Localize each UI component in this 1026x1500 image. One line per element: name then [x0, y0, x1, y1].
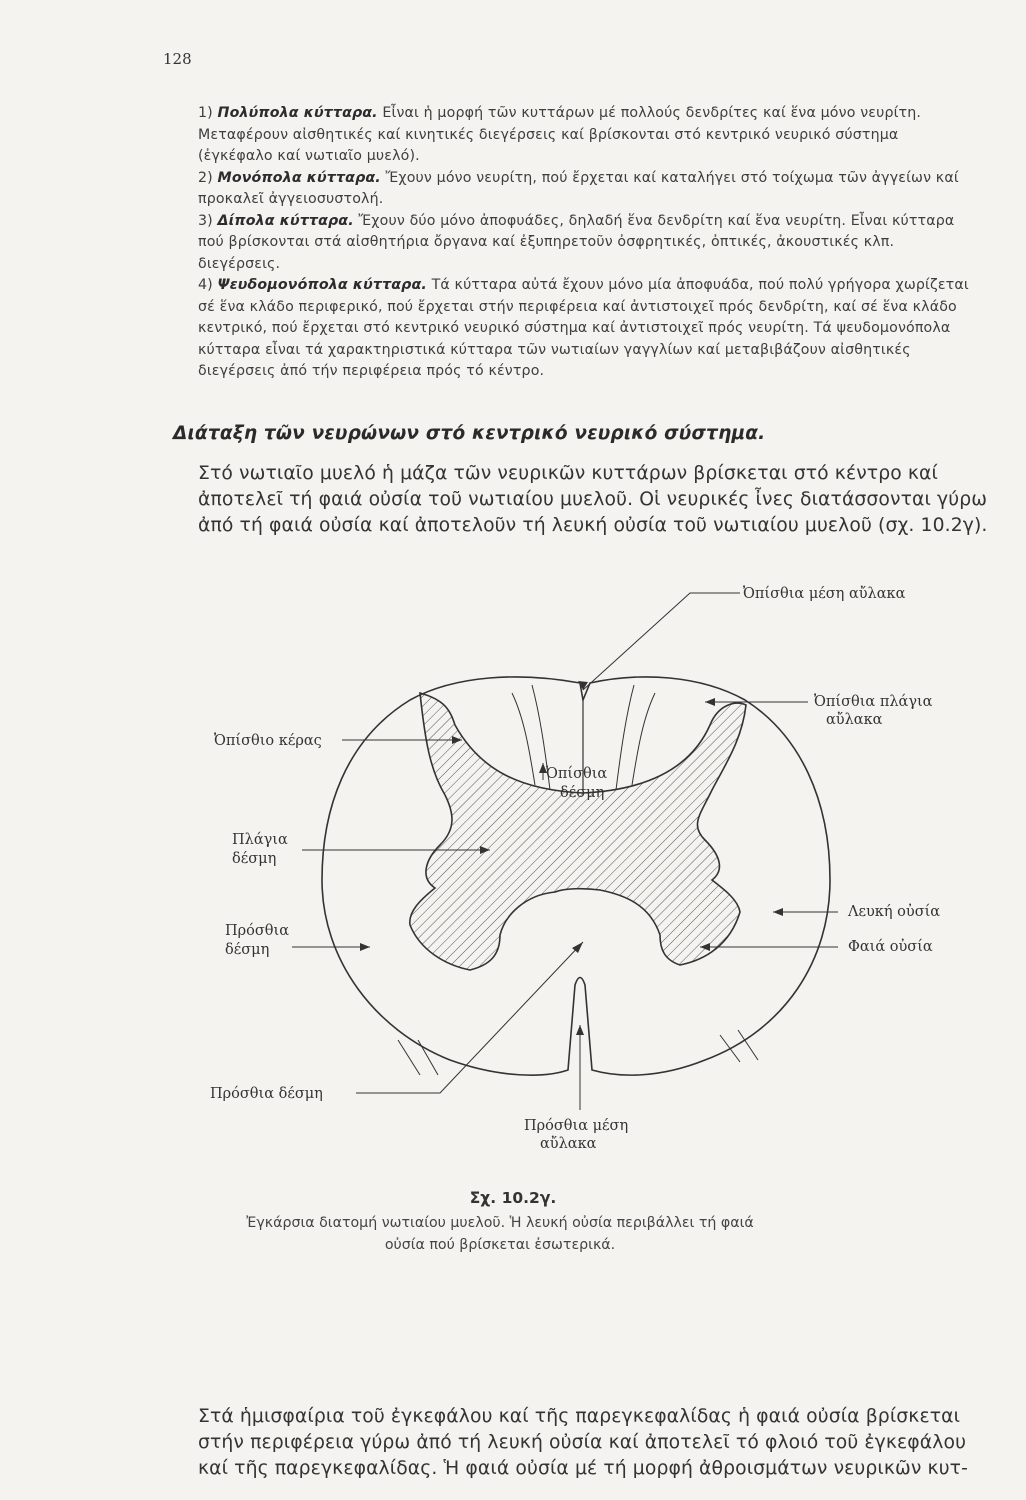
list-item-number: 4) — [198, 277, 213, 293]
label-posterior-funiculus: Ὀπίσθια — [546, 766, 608, 782]
list-item — [198, 103, 973, 168]
list-item-text: Εἶναι ἡ μορφή τῶν κυττάρων μέ πολλούς δενδρίτες καί ἕνα μόνο νευρίτη. Μεταφέρουν αἰσθητικές καί κινητικές διεγέρσεις καί βρίσκονται στό κεντρικό νευρικό σύστημα (ἐγκέφαλο καί νωτιαῖο μυελό). — [198, 105, 922, 164]
figure-caption-title: Σχ. 10.2γ. — [469, 1189, 557, 1207]
leader-line — [583, 593, 740, 690]
label-anterior-funiculus-2: δέσμη — [225, 942, 270, 958]
paragraph-spinal-cord: Στό νωτιαῖο μυελό ἡ μάζα τῶν νευρικῶν κυττάρων βρίσκεται στό κέντρο καί ἀποτελεῖ τή φαιά οὐσία τοῦ νωτιαίου μυελοῦ. Οἱ νευρικές ἶνες διατάσσονται γύρω ἀπό τή φαιά οὐσία καί ἀποτελοῦν τή λευκή οὐσία τοῦ νωτιαίου μυελοῦ (σχ. 10.2γ). — [198, 463, 988, 536]
list-item — [198, 275, 973, 383]
label-lateral-funiculus: Πλάγια — [232, 832, 288, 848]
arrowhead — [705, 698, 715, 706]
list-item-text: Τά κύτταρα αὐτά ἔχουν μόνο μία ἀποφυάδα, πού πολύ γρήγορα χωρίζεται σέ ἕνα κλάδο περιφερικό, πού ἔρχεται στήν περιφέρεια καί ἀντιστοιχεῖ πρός δενδρίτη, καί σέ ἕνα κλάδο κεντρικό, πού ἔρχεται στό κεντρικό νευρικό σύστημα καί ἀντιστοιχεῖ πρός νευρίτη. Τά ψευδομονόπολα κύτταρα εἶναι τά χαρακτηριστικά κύτταρα τῶν νωτιαίων γαγγλίων καί μεταβιβάζουν αἰσθητικές διεγέρσεις ἀπό τήν περιφέρεια πρός τό κέντρο. — [198, 277, 969, 379]
root-line — [418, 1040, 438, 1075]
list-item — [198, 168, 973, 211]
septum-line — [632, 693, 655, 785]
arrowhead — [576, 1025, 584, 1035]
spinal-cord-cross-section-diagram — [0, 560, 1026, 1190]
label-white-matter: Λευκή οὐσία — [848, 904, 941, 920]
paragraph-brain: Στά ἡμισφαίρια τοῦ ἐγκεφάλου καί τῆς παρεγκεφαλίδας ἡ φαιά οὐσία βρίσκεται στήν περιφέρεια γύρω ἀπό τή λευκή οὐσία καί ἀποτελεῖ τό φλοιό τοῦ ἐγκεφάλου καί τῆς παρεγκεφαλίδας. Ἡ φαιά οὐσία μέ τή μορφή ἀθροισμάτων νευρικῶν κυτ- — [198, 1406, 968, 1479]
label-anterior-median-fissure: Πρόσθια μέση — [524, 1118, 629, 1134]
label-posterolateral-sulcus: Ὀπίσθια πλάγια — [814, 694, 933, 710]
page-number: 128 — [163, 50, 192, 68]
arrowhead — [578, 681, 588, 690]
septum-line — [512, 693, 535, 785]
list-item-term: Μονόπολα κύτταρα. — [217, 169, 381, 186]
arrowhead — [360, 943, 370, 951]
label-gray-matter: Φαιά οὐσία — [848, 939, 933, 955]
label-posterior-median-sulcus: Ὀπίσθια μέση αὔλακα — [743, 586, 906, 602]
cell-types-list — [198, 103, 973, 383]
arrowhead — [773, 908, 783, 916]
list-item — [198, 211, 973, 276]
root-line — [398, 1040, 420, 1075]
list-item-text: Ἔχουν δύο μόνο ἀποφυάδες, δηλαδή ἕνα δενδρίτη καί ἕνα νευρίτη. Εἶναι κύτταρα πού βρίσκονται στά αἰσθητήρια ὄργανα καί ἐξυπηρετοῦν ὀσφρητικές, ὀπτικές, ἀκουστικές κλπ. διεγέρσεις. — [198, 212, 955, 272]
label-posterior-horn: Ὀπίσθιο κέρας — [214, 733, 322, 749]
section-heading: Διάταξη τῶν νευρώνων στό κεντρικό νευρικό σύστημα. — [173, 423, 766, 444]
label-lateral-funiculus-2: δέσμη — [232, 851, 277, 867]
list-item-term: Πολύπολα κύτταρα. — [217, 105, 378, 121]
label-posterolateral-sulcus-2: αὔλακα — [826, 712, 883, 728]
label-anterior-funiculus: Πρόσθια — [225, 923, 290, 939]
label-posterior-funiculus-2: δέσμη — [560, 785, 605, 801]
root-line — [720, 1035, 740, 1062]
root-line — [738, 1030, 758, 1060]
label-anterior-funiculus-bottom: Πρόσθια δέσμη — [210, 1086, 323, 1102]
list-item-text: Ἔχουν μόνο νευρίτη, πού ἔρχεται καί καταλήγει στό τοίχωμα τῶν ἀγγείων καί προκαλεῖ ἀγγειοσυστολή. — [198, 169, 959, 207]
list-item-number: 2) — [198, 169, 213, 186]
list-item-number: 3) — [198, 212, 213, 229]
septum-line — [616, 685, 634, 790]
gray-matter-shape — [410, 693, 746, 970]
list-item-term: Ψευδομονόπολα κύτταρα. — [217, 277, 427, 293]
figure-caption-text: Ἐγκάρσια διατομή νωτιαίου μυελοῦ. Ἡ λευκή οὐσία περιβάλλει τή φαιά οὐσία πού βρίσκεται ἐσωτερικά. — [246, 1215, 754, 1253]
label-anterior-median-fissure-2: αὔλακα — [540, 1136, 597, 1152]
list-item-number: 1) — [198, 105, 213, 121]
list-item-term: Δίπολα κύτταρα. — [217, 212, 354, 229]
